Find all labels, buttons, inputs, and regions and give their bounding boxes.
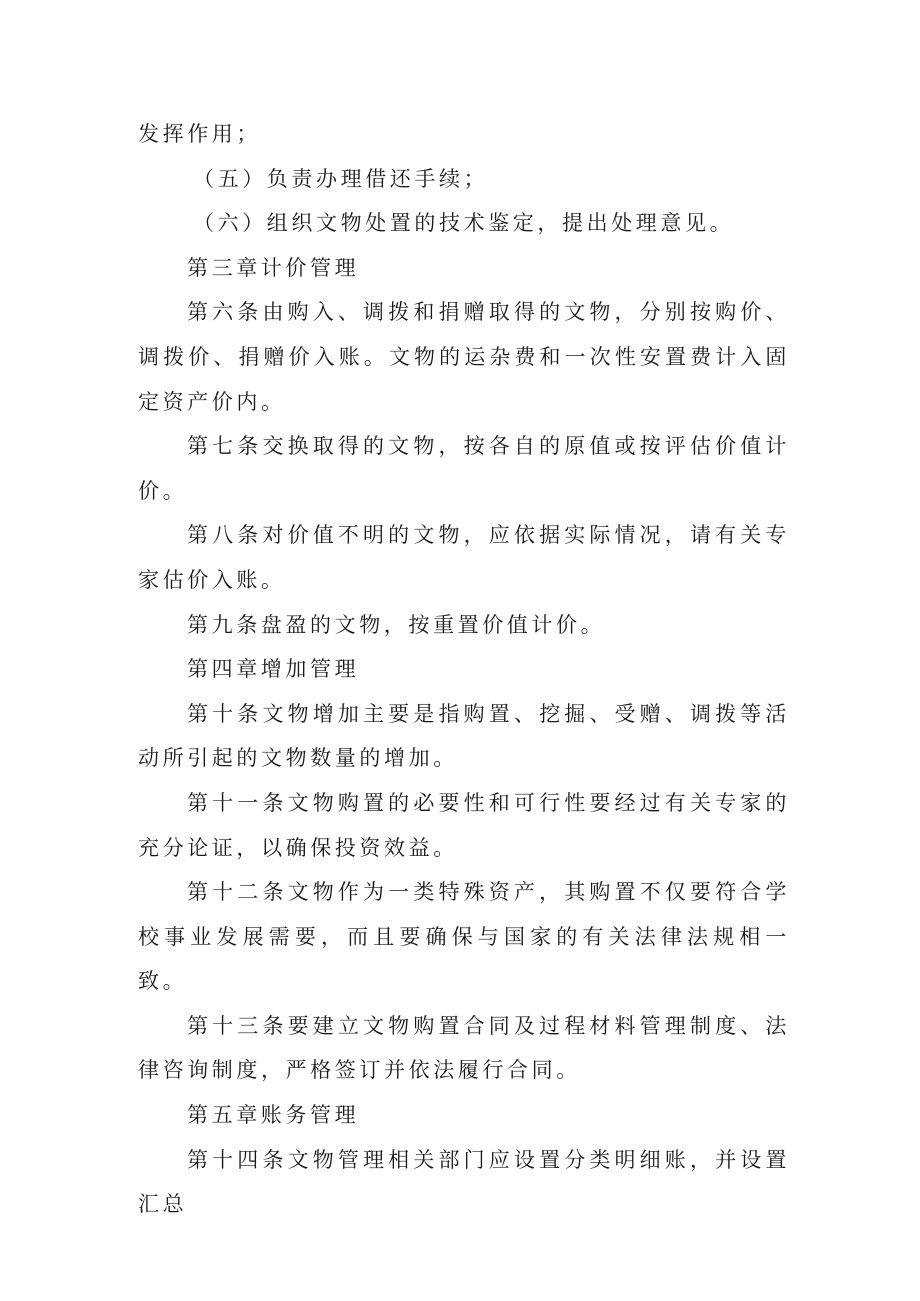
chapter-three-heading: 第三章计价管理 [187, 255, 360, 280]
article-fourteen: 第十四条文物管理相关部门应设置分类明细账，并设置汇总 [138, 1147, 790, 1217]
article-twelve: 第十二条文物作为一类特殊资产，其购置不仅要符合学校事业发展需要，而且要确保与国家的有关法律法规相一致。 [138, 880, 790, 994]
article-ten: 第十条文物增加主要是指购置、挖掘、受赠、调拨等活动所引起的文物数量的增加。 [138, 701, 790, 771]
chapter-five-heading: 第五章账务管理 [187, 1103, 360, 1128]
article-thirteen: 第十三条要建立文物购置合同及过程材料管理制度、法律咨询制度，严格签订并依法履行合同。 [138, 1013, 790, 1083]
article-seven: 第七条交换取得的文物，按各自的原值或按评估价值计价。 [138, 434, 790, 503]
clause-six: （六）组织文物处置的技术鉴定，提出处理意见。 [193, 211, 735, 236]
document-body [138, 112, 790, 1227]
clause-five: （五）负责办理借还手续； [193, 166, 489, 191]
paragraph-continuation: 发挥作用； [138, 122, 261, 146]
article-six: 第六条由购入、调拨和捐赠取得的文物，分别按购价、调拨价、捐赠价入账。文物的运杂费和一次性安置费计入固定资产价内。 [138, 300, 790, 414]
chapter-four-heading: 第四章增加管理 [187, 657, 360, 682]
article-nine: 第九条盘盈的文物，按重置价值计价。 [187, 612, 606, 637]
article-eleven: 第十一条文物购置的必要性和可行性要经过有关专家的充分论证，以确保投资效益。 [138, 790, 790, 860]
article-eight: 第八条对价值不明的文物，应依据实际情况，请有关专家估价入账。 [138, 523, 790, 592]
